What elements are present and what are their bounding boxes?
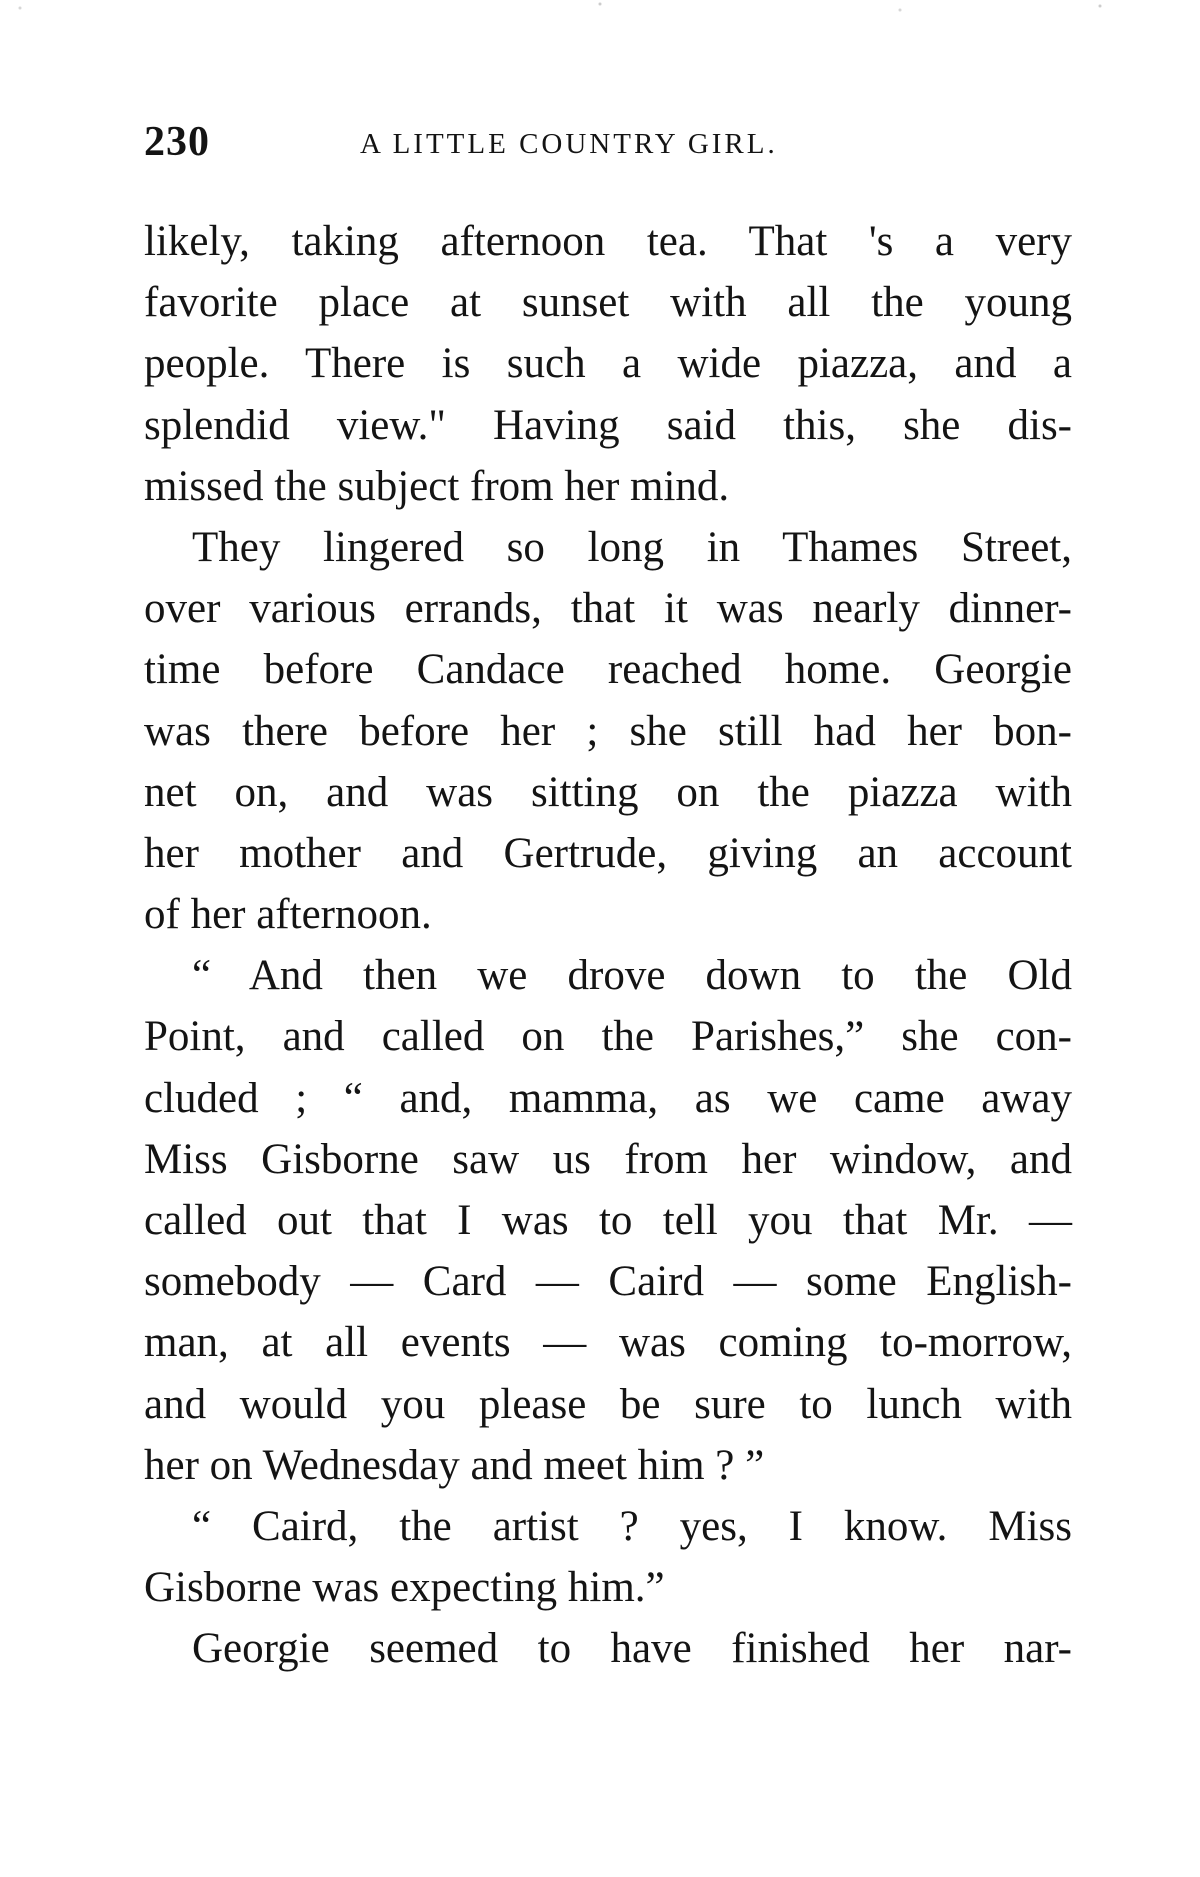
running-head: A LITTLE COUNTRY GIRL. bbox=[360, 128, 778, 160]
text-line bbox=[144, 211, 1072, 272]
line-text: people. There is such a wide piazza, and a bbox=[144, 340, 1072, 388]
text-line bbox=[144, 823, 1072, 884]
text-line bbox=[144, 1618, 1072, 1679]
line-text: over various errands, that it was nearly dinner- bbox=[144, 585, 1072, 633]
text-line bbox=[144, 945, 1072, 1006]
line-text: cluded ; “ and, mamma, as we came away bbox=[144, 1074, 1072, 1122]
text-line bbox=[144, 1006, 1072, 1067]
text-line bbox=[144, 456, 1072, 517]
text-line bbox=[144, 395, 1072, 456]
text-line bbox=[144, 1068, 1072, 1129]
text-line bbox=[144, 1251, 1072, 1312]
text-line bbox=[144, 639, 1072, 700]
paragraph bbox=[144, 211, 1072, 517]
text-line bbox=[144, 1190, 1072, 1251]
paragraph bbox=[144, 1618, 1072, 1679]
line-text: splendid view." Having said this, she dis- bbox=[144, 401, 1072, 449]
line-text: “ And then we drove down to the Old bbox=[192, 952, 1072, 1000]
line-text: her on Wednesday and meet him ? ” bbox=[144, 1441, 765, 1489]
line-text: missed the subject from her mind. bbox=[144, 462, 730, 510]
line-text: her mother and Gertrude, giving an account bbox=[144, 829, 1072, 877]
line-text: was there before her ; she still had her bon- bbox=[144, 707, 1072, 755]
line-text: man, at all events — was coming to-morrow, bbox=[144, 1319, 1072, 1367]
line-text: Gisborne was expecting him.” bbox=[144, 1564, 665, 1612]
paragraph bbox=[144, 1496, 1072, 1618]
page-number: 230 bbox=[144, 119, 210, 165]
line-text: and would you please be sure to lunch with bbox=[144, 1380, 1072, 1428]
line-text: net on, and was sitting on the piazza with bbox=[144, 768, 1072, 816]
text-line bbox=[144, 1557, 1072, 1618]
line-text: They lingered so long in Thames Street, bbox=[192, 523, 1072, 571]
text-line bbox=[144, 1496, 1072, 1557]
text-line bbox=[144, 701, 1072, 762]
line-text: of her afternoon. bbox=[144, 891, 432, 939]
text-line bbox=[144, 762, 1072, 823]
page-header bbox=[144, 118, 1074, 178]
text-line bbox=[144, 517, 1072, 578]
paragraph bbox=[144, 517, 1072, 945]
line-text: called out that I was to tell you that Mr. — bbox=[144, 1197, 1072, 1244]
text-line bbox=[144, 1129, 1072, 1190]
line-text: Miss Gisborne saw us from her window, and bbox=[144, 1135, 1072, 1183]
text-line bbox=[144, 1312, 1072, 1373]
text-line bbox=[144, 272, 1072, 333]
text-line bbox=[144, 578, 1072, 639]
line-text: likely, taking afternoon tea. That 's a very bbox=[144, 218, 1072, 265]
line-text: somebody — Card — Caird — some English- bbox=[144, 1258, 1072, 1306]
text-line bbox=[144, 1374, 1072, 1435]
line-text: Point, and called on the Parishes,” she con- bbox=[144, 1013, 1072, 1061]
line-text: time before Candace reached home. Georgie bbox=[144, 646, 1072, 694]
page-edge-speckle bbox=[0, 0, 1200, 40]
line-text: favorite place at sunset with all the young bbox=[144, 279, 1072, 327]
text-line bbox=[144, 1435, 1072, 1496]
line-text: Georgie seemed to have finished her nar- bbox=[192, 1625, 1072, 1673]
text-line bbox=[144, 333, 1072, 394]
paragraph bbox=[144, 945, 1072, 1496]
text-line bbox=[144, 884, 1072, 945]
body-text bbox=[144, 211, 1072, 1680]
line-text: “ Caird, the artist ? yes, I know. Miss bbox=[192, 1502, 1072, 1550]
